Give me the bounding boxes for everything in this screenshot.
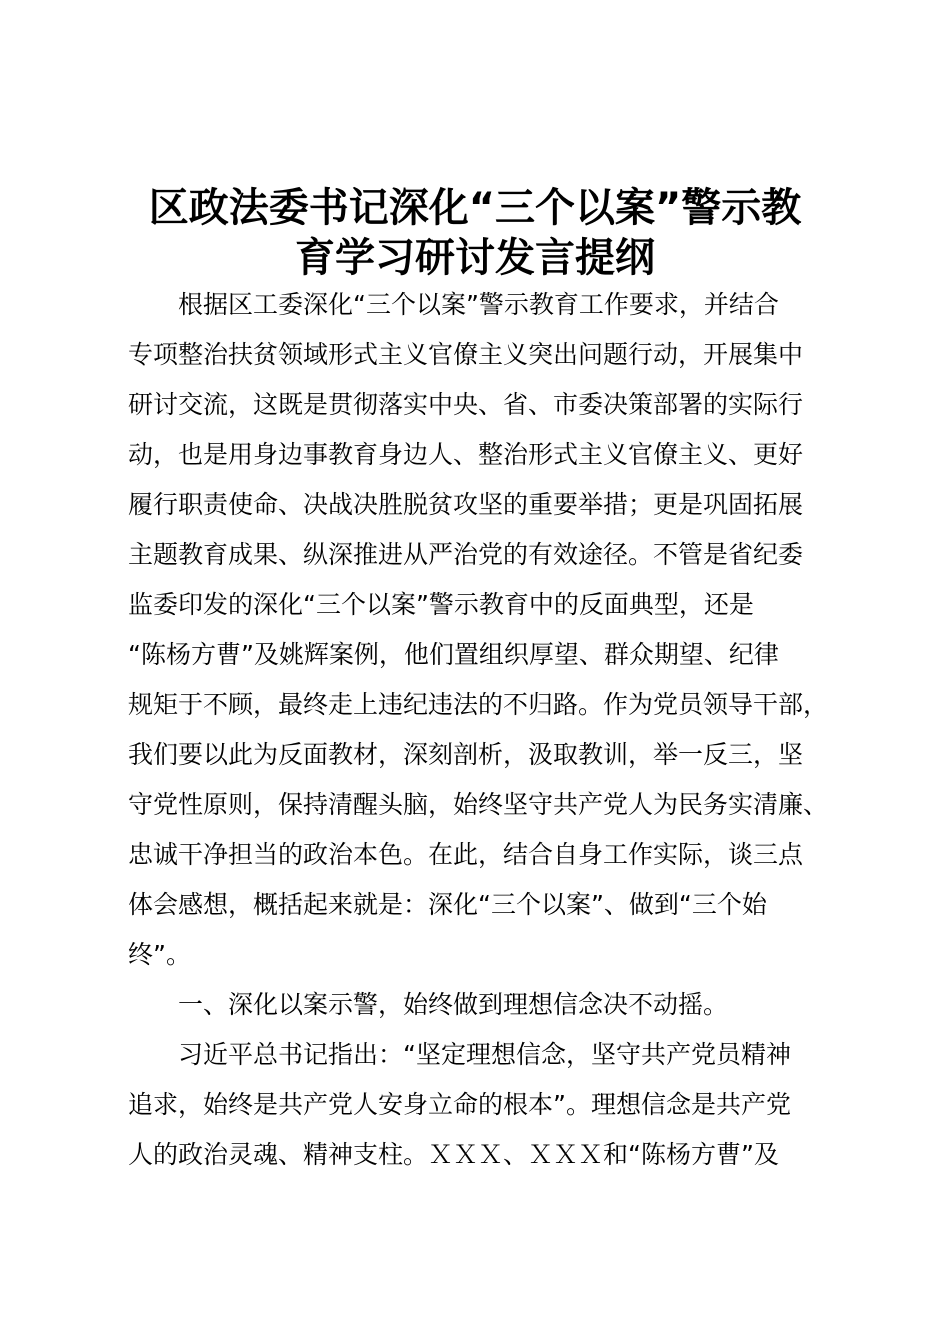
body-line: 追求，始终是共产党人安身立命的根本”。理想信念是共产党 xyxy=(128,1090,791,1119)
body-line: 体会感想，概括起来就是：深化“三个以案”、做到“三个始 xyxy=(128,890,767,919)
body-line: 人的政治灵魂、精神支柱。ＸＸＸ、ＸＸＸ和“陈杨方曹”及 xyxy=(128,1140,779,1169)
body-line: 监委印发的深化“三个以案”警示教育中的反面典型，还是 xyxy=(128,590,754,619)
body-line: 终”。 xyxy=(128,940,191,969)
body-line: 守党性原则，保持清醒头脑，始终坚守共产党人为民务实清廉、 xyxy=(128,790,829,819)
body-line: 研讨交流，这既是贯彻落实中央、省、市委决策部署的实际行 xyxy=(128,390,804,419)
body-line: 履行职责使命、决战决胜脱贫攻坚的重要举措；更是巩固拓展 xyxy=(128,490,804,519)
title-line-1: 区政法委书记深化“三个以案”警示教 xyxy=(148,185,802,231)
body-line: 根据区工委深化“三个以案”警示教育工作要求，并结合 xyxy=(128,290,779,319)
body-line: 主题教育成果、纵深推进从严治党的有效途径。不管是省纪委 xyxy=(128,540,804,569)
body-line: 习近平总书记指出：“坚定理想信念，坚守共产党员精神 xyxy=(128,1040,791,1069)
body-line: 专项整治扶贫领域形式主义官僚主义突出问题行动，开展集中 xyxy=(128,340,804,369)
body-line: 忠诚干净担当的政治本色。在此，结合自身工作实际，谈三点 xyxy=(128,840,804,869)
title-line-2: 育学习研讨发言提纲 xyxy=(295,235,655,281)
body-line: 动，也是用身边事教育身边人、整治形式主义官僚主义、更好 xyxy=(128,440,804,469)
section-heading: 一、深化以案示警，始终做到理想信念决不动摇。 xyxy=(128,990,729,1019)
body-line: “陈杨方曹”及姚辉案例，他们置组织厚望、群众期望、纪律 xyxy=(128,640,779,669)
body-line: 规矩于不顾，最终走上违纪违法的不归路。作为党员领导干部， xyxy=(128,690,829,719)
body-line: 我们要以此为反面教材，深刻剖析，汲取教训，举一反三，坚 xyxy=(128,740,804,769)
